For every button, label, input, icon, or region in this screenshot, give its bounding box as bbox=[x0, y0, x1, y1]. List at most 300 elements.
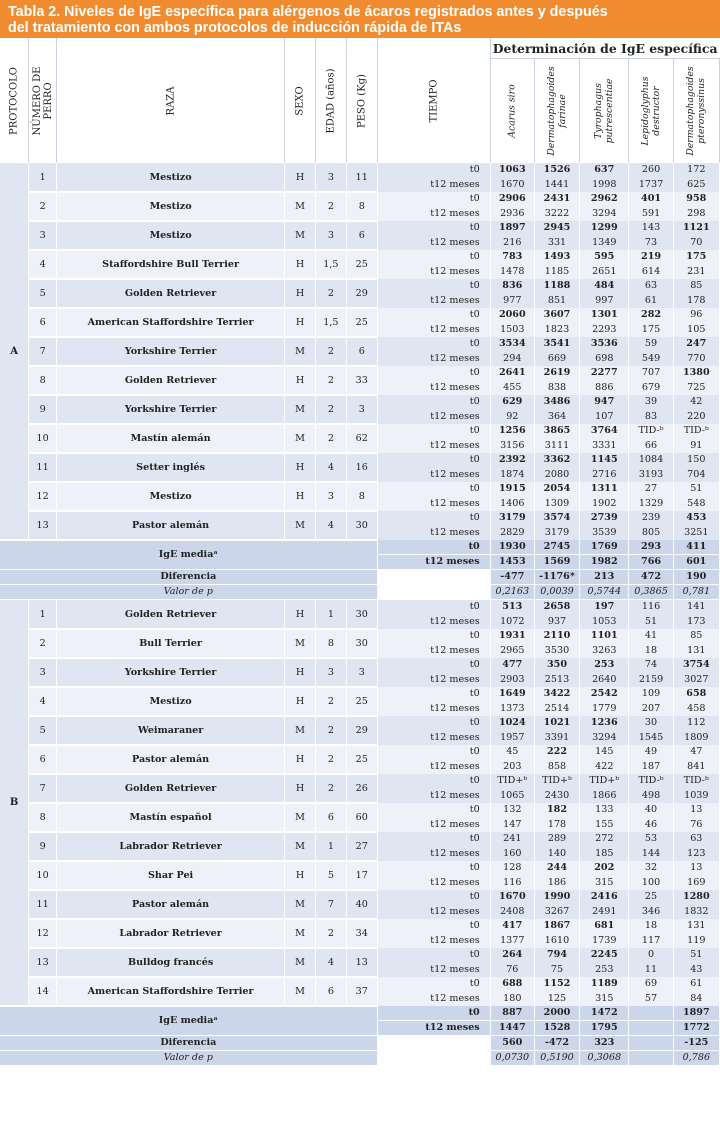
value-t12: 3263 bbox=[580, 643, 629, 658]
value-t0: 477 bbox=[490, 658, 534, 672]
dog-breed: Labrador Retriever bbox=[57, 832, 285, 861]
value-t12: 1406 bbox=[490, 496, 534, 511]
value-t0: 2416 bbox=[580, 890, 629, 904]
value-t12: 458 bbox=[673, 701, 719, 716]
dog-number: 8 bbox=[29, 366, 57, 395]
dog-breed: Mestizo bbox=[57, 221, 285, 250]
dog-number: 13 bbox=[29, 511, 57, 540]
dog-number: 9 bbox=[29, 832, 57, 861]
value-t12: 364 bbox=[534, 409, 579, 424]
table-row bbox=[0, 948, 720, 962]
dog-weight: 13 bbox=[346, 948, 377, 977]
value-t0: 63 bbox=[673, 832, 719, 846]
table-row bbox=[0, 366, 720, 380]
time-label-t0: t0 bbox=[377, 629, 490, 643]
table-row bbox=[0, 511, 720, 525]
title-line-2: del tratamiento con ambos protocolos de inducción rápida de ITAs bbox=[8, 20, 462, 36]
dog-weight: 27 bbox=[346, 832, 377, 861]
dog-weight: 30 bbox=[346, 511, 377, 540]
value-t12: 1053 bbox=[580, 614, 629, 629]
value-t0: 681 bbox=[580, 919, 629, 933]
dog-age: 6 bbox=[316, 977, 347, 1006]
value-t12: 858 bbox=[534, 759, 579, 774]
diferencia-value: -472 bbox=[534, 1036, 579, 1051]
dog-sex: M bbox=[285, 716, 316, 745]
value-t12: 125 bbox=[534, 991, 579, 1006]
value-t0: 417 bbox=[490, 919, 534, 933]
header-sexo bbox=[285, 38, 316, 163]
value-t12: 3267 bbox=[534, 904, 579, 919]
table-row bbox=[0, 687, 720, 701]
dog-sex: H bbox=[285, 453, 316, 482]
value-t0: 2906 bbox=[490, 192, 534, 206]
value-t0: 63 bbox=[629, 279, 673, 293]
dog-breed: Yorkshire Terrier bbox=[57, 658, 285, 687]
value-t0: 219 bbox=[629, 250, 673, 264]
value-t0: 1915 bbox=[490, 482, 534, 496]
value-t12: 231 bbox=[673, 264, 719, 279]
value-t0: 1152 bbox=[534, 977, 579, 991]
value-t12: 147 bbox=[490, 817, 534, 832]
table-row bbox=[0, 803, 720, 817]
value-t0: 3486 bbox=[534, 395, 579, 409]
value-t0: 32 bbox=[629, 861, 673, 875]
dog-age: 2 bbox=[316, 337, 347, 366]
value-t12: 2651 bbox=[580, 264, 629, 279]
header-protocolo-text bbox=[9, 66, 20, 134]
dog-sex: H bbox=[285, 279, 316, 308]
value-t0: 350 bbox=[534, 658, 579, 672]
value-t0: 53 bbox=[629, 832, 673, 846]
dog-age: 2 bbox=[316, 395, 347, 424]
value-t12: 187 bbox=[629, 759, 673, 774]
value-t0: 61 bbox=[673, 977, 719, 991]
dog-breed: Mastín español bbox=[57, 803, 285, 832]
table-row bbox=[0, 424, 720, 438]
value-t12: 207 bbox=[629, 701, 673, 716]
time-label-t12: t12 meses bbox=[377, 380, 490, 395]
value-t12: 160 bbox=[490, 846, 534, 861]
value-t0: 2542 bbox=[580, 687, 629, 701]
value-t12: 625 bbox=[673, 177, 719, 192]
dog-weight: 17 bbox=[346, 861, 377, 890]
value-t12: 455 bbox=[490, 380, 534, 395]
value-t12: 3331 bbox=[580, 438, 629, 453]
header-tiempo-text bbox=[428, 79, 439, 122]
value-t0: 172 bbox=[673, 163, 719, 177]
header-numero-text bbox=[32, 66, 54, 135]
dog-weight: 40 bbox=[346, 890, 377, 919]
header-allergen-3-line: Tyrophagus bbox=[593, 83, 605, 139]
dog-breed: Staffordshire Bull Terrier bbox=[57, 250, 285, 279]
table-row bbox=[0, 395, 720, 409]
time-label-t0: t0 bbox=[377, 687, 490, 701]
value-t12: 73 bbox=[629, 235, 673, 250]
value-t0: 1101 bbox=[580, 629, 629, 643]
value-t0: 96 bbox=[673, 308, 719, 322]
time-label-t0: t0 bbox=[377, 511, 490, 525]
dog-weight: 26 bbox=[346, 774, 377, 803]
dog-breed: Setter inglés bbox=[57, 453, 285, 482]
media-time-t12: t12 meses bbox=[377, 555, 490, 570]
value-t12: 185 bbox=[580, 846, 629, 861]
media-value-t12: 1795 bbox=[580, 1021, 629, 1036]
value-t0: 1256 bbox=[490, 424, 534, 438]
value-t12: 1065 bbox=[490, 788, 534, 803]
valorp-value: 0,0730 bbox=[490, 1051, 534, 1066]
value-t12: 2716 bbox=[580, 467, 629, 482]
value-t0: 175 bbox=[673, 250, 719, 264]
media-value-t12 bbox=[629, 1021, 673, 1036]
time-label-t0: t0 bbox=[377, 453, 490, 467]
diferencia-value bbox=[629, 1036, 673, 1051]
value-t12: 2903 bbox=[490, 672, 534, 687]
dog-breed: Bulldog francés bbox=[57, 948, 285, 977]
diferencia-value: 560 bbox=[490, 1036, 534, 1051]
value-t12: 1373 bbox=[490, 701, 534, 716]
dog-number: 2 bbox=[29, 192, 57, 221]
value-t12: 805 bbox=[629, 525, 673, 540]
value-t12: 76 bbox=[490, 962, 534, 977]
value-t12: 2640 bbox=[580, 672, 629, 687]
header-tiempo-wrap bbox=[378, 49, 490, 153]
value-t0: 3754 bbox=[673, 658, 719, 672]
value-t0: 1380 bbox=[673, 366, 719, 380]
value-t12: 178 bbox=[673, 293, 719, 308]
table-row bbox=[0, 337, 720, 351]
value-t12: 498 bbox=[629, 788, 673, 803]
value-t12: 186 bbox=[534, 875, 579, 890]
value-t12: 123 bbox=[673, 846, 719, 861]
value-t12: 770 bbox=[673, 351, 719, 366]
value-t12: 1779 bbox=[580, 701, 629, 716]
time-label-t0: t0 bbox=[377, 163, 490, 177]
table-row bbox=[0, 629, 720, 643]
value-t0: 595 bbox=[580, 250, 629, 264]
table-row bbox=[0, 163, 720, 177]
value-t0: 1897 bbox=[490, 221, 534, 235]
value-t0: 688 bbox=[490, 977, 534, 991]
header-protocolo-wrap bbox=[0, 49, 28, 153]
value-t12: 704 bbox=[673, 467, 719, 482]
valorp-value: 0,3068 bbox=[580, 1051, 629, 1066]
value-t0: 116 bbox=[629, 600, 673, 615]
value-t0: 2110 bbox=[534, 629, 579, 643]
diferencia-value: -125 bbox=[673, 1036, 719, 1051]
dog-weight: 30 bbox=[346, 600, 377, 630]
dog-sex: M bbox=[285, 832, 316, 861]
value-t12: 346 bbox=[629, 904, 673, 919]
media-label: IgE mediaᵃ bbox=[0, 540, 377, 570]
value-t12: 977 bbox=[490, 293, 534, 308]
value-t0: 244 bbox=[534, 861, 579, 875]
value-t12: 175 bbox=[629, 322, 673, 337]
dog-age: 2 bbox=[316, 366, 347, 395]
value-t0: 794 bbox=[534, 948, 579, 962]
value-t12: 3111 bbox=[534, 438, 579, 453]
value-t12: 253 bbox=[580, 962, 629, 977]
value-t12: 838 bbox=[534, 380, 579, 395]
table-row bbox=[0, 600, 720, 615]
valorp-label: Valor de p bbox=[0, 585, 377, 600]
diferencia-value: -1176* bbox=[534, 570, 579, 585]
value-t12: 46 bbox=[629, 817, 673, 832]
dog-weight: 29 bbox=[346, 279, 377, 308]
valorp-value bbox=[629, 1051, 673, 1066]
value-t12: 886 bbox=[580, 380, 629, 395]
summary-row-valorp bbox=[0, 1051, 720, 1066]
protocol-label: A bbox=[0, 163, 29, 540]
header-allergen-3-wrap bbox=[580, 59, 628, 163]
dog-sex: H bbox=[285, 366, 316, 395]
value-t12: 725 bbox=[673, 380, 719, 395]
value-t12: 315 bbox=[580, 991, 629, 1006]
time-label-t0: t0 bbox=[377, 221, 490, 235]
value-t0: 2245 bbox=[580, 948, 629, 962]
value-t0: 629 bbox=[490, 395, 534, 409]
dog-weight: 16 bbox=[346, 453, 377, 482]
value-t12: 298 bbox=[673, 206, 719, 221]
time-label-t12: t12 meses bbox=[377, 496, 490, 511]
header-row bbox=[0, 38, 720, 59]
header-allergen-2-text bbox=[546, 66, 568, 155]
value-t0: TID-ᵇ bbox=[673, 774, 719, 788]
dog-sex: M bbox=[285, 192, 316, 221]
dog-sex: H bbox=[285, 745, 316, 774]
value-t0: 150 bbox=[673, 453, 719, 467]
dog-number: 4 bbox=[29, 687, 57, 716]
value-t12: 2491 bbox=[580, 904, 629, 919]
table-row bbox=[0, 919, 720, 933]
value-t0: 85 bbox=[673, 279, 719, 293]
table-row bbox=[0, 832, 720, 846]
dog-number: 7 bbox=[29, 337, 57, 366]
value-t12: 3530 bbox=[534, 643, 579, 658]
header-raza-text bbox=[165, 86, 176, 115]
media-value-t0: 1897 bbox=[673, 1006, 719, 1021]
dog-age: 1,5 bbox=[316, 250, 347, 279]
value-t0: 3362 bbox=[534, 453, 579, 467]
value-t12: 3156 bbox=[490, 438, 534, 453]
time-label-t12: t12 meses bbox=[377, 933, 490, 948]
value-t0: 958 bbox=[673, 192, 719, 206]
valorp-value: 0,5190 bbox=[534, 1051, 579, 1066]
table-row bbox=[0, 453, 720, 467]
value-t12: 1309 bbox=[534, 496, 579, 511]
value-t0: 2962 bbox=[580, 192, 629, 206]
dog-breed: Pastor alemán bbox=[57, 511, 285, 540]
value-t0: 2060 bbox=[490, 308, 534, 322]
value-t0: 1236 bbox=[580, 716, 629, 730]
header-allergen-4 bbox=[629, 59, 673, 164]
dog-sex: M bbox=[285, 424, 316, 453]
time-label-t0: t0 bbox=[377, 803, 490, 817]
time-label-t0: t0 bbox=[377, 716, 490, 730]
time-label-t12: t12 meses bbox=[377, 235, 490, 250]
value-t12: 84 bbox=[673, 991, 719, 1006]
dog-weight: 33 bbox=[346, 366, 377, 395]
value-t0: 260 bbox=[629, 163, 673, 177]
value-t12: 1832 bbox=[673, 904, 719, 919]
time-label-t0: t0 bbox=[377, 977, 490, 991]
dog-age: 1 bbox=[316, 832, 347, 861]
value-t0: 2619 bbox=[534, 366, 579, 380]
time-label-t0: t0 bbox=[377, 424, 490, 438]
time-label-t12: t12 meses bbox=[377, 525, 490, 540]
time-label-t0: t0 bbox=[377, 658, 490, 672]
value-t0: 0 bbox=[629, 948, 673, 962]
dog-age: 2 bbox=[316, 745, 347, 774]
dog-number: 5 bbox=[29, 716, 57, 745]
dog-number: 11 bbox=[29, 890, 57, 919]
value-t12: 1072 bbox=[490, 614, 534, 629]
value-t12: 173 bbox=[673, 614, 719, 629]
dog-age: 8 bbox=[316, 629, 347, 658]
dog-breed: Golden Retriever bbox=[57, 366, 285, 395]
value-t0: 141 bbox=[673, 600, 719, 615]
value-t12: 3294 bbox=[580, 730, 629, 745]
ige-table bbox=[0, 38, 720, 1066]
value-t0: 1024 bbox=[490, 716, 534, 730]
value-t0: 1990 bbox=[534, 890, 579, 904]
header-allergen-1-wrap bbox=[491, 59, 534, 163]
header-allergen-5 bbox=[673, 59, 719, 164]
value-t12: 1670 bbox=[490, 177, 534, 192]
value-t0: 272 bbox=[580, 832, 629, 846]
media-value-t0: 1769 bbox=[580, 540, 629, 555]
value-t12: 100 bbox=[629, 875, 673, 890]
dog-breed: Golden Retriever bbox=[57, 600, 285, 630]
value-t0: TID+ᵇ bbox=[580, 774, 629, 788]
value-t12: 144 bbox=[629, 846, 673, 861]
dog-breed: Mastín alemán bbox=[57, 424, 285, 453]
dog-weight: 3 bbox=[346, 658, 377, 687]
value-t12: 116 bbox=[490, 875, 534, 890]
dog-sex: M bbox=[285, 629, 316, 658]
dog-weight: 3 bbox=[346, 395, 377, 424]
value-t12: 2430 bbox=[534, 788, 579, 803]
value-t0: 3536 bbox=[580, 337, 629, 351]
value-t0: 401 bbox=[629, 192, 673, 206]
value-t0: 3764 bbox=[580, 424, 629, 438]
value-t12: 1545 bbox=[629, 730, 673, 745]
summary-row-valorp bbox=[0, 585, 720, 600]
media-value-t12: 1447 bbox=[490, 1021, 534, 1036]
dog-breed: Pastor alemán bbox=[57, 890, 285, 919]
dog-breed: Yorkshire Terrier bbox=[57, 337, 285, 366]
dog-sex: M bbox=[285, 337, 316, 366]
value-t12: 1185 bbox=[534, 264, 579, 279]
time-label-t0: t0 bbox=[377, 279, 490, 293]
value-t12: 2080 bbox=[534, 467, 579, 482]
value-t12: 1329 bbox=[629, 496, 673, 511]
value-t12: 75 bbox=[534, 962, 579, 977]
time-label-t12: t12 meses bbox=[377, 351, 490, 366]
value-t0: 3541 bbox=[534, 337, 579, 351]
valorp-value: 0,781 bbox=[673, 585, 719, 600]
dog-age: 5 bbox=[316, 861, 347, 890]
value-t0: 133 bbox=[580, 803, 629, 817]
dog-sex: H bbox=[285, 482, 316, 511]
value-t12: 107 bbox=[580, 409, 629, 424]
time-label-t0: t0 bbox=[377, 395, 490, 409]
header-allergen-5-wrap bbox=[674, 59, 719, 163]
value-t0: 1493 bbox=[534, 250, 579, 264]
time-label-t12: t12 meses bbox=[377, 614, 490, 629]
dog-weight: 30 bbox=[346, 629, 377, 658]
diferencia-label: Diferencia bbox=[0, 570, 377, 585]
value-t12: 997 bbox=[580, 293, 629, 308]
dog-weight: 60 bbox=[346, 803, 377, 832]
diferencia-spacer bbox=[377, 570, 490, 600]
value-t0: 241 bbox=[490, 832, 534, 846]
valorp-value: 0,3865 bbox=[629, 585, 673, 600]
value-t0: 1021 bbox=[534, 716, 579, 730]
dog-breed: Mestizo bbox=[57, 163, 285, 192]
time-label-t0: t0 bbox=[377, 948, 490, 962]
media-value-t12: 766 bbox=[629, 555, 673, 570]
header-allergen-5-line: Dermatophagoides bbox=[685, 66, 697, 156]
value-t12: 1998 bbox=[580, 177, 629, 192]
dog-number: 13 bbox=[29, 948, 57, 977]
value-t0: 2658 bbox=[534, 600, 579, 615]
dog-sex: H bbox=[285, 861, 316, 890]
time-label-t12: t12 meses bbox=[377, 701, 490, 716]
value-t0: 59 bbox=[629, 337, 673, 351]
dog-number: 10 bbox=[29, 424, 57, 453]
media-time-t0: t0 bbox=[377, 540, 490, 555]
dog-age: 2 bbox=[316, 279, 347, 308]
header-edad-line: EDAD (años) bbox=[325, 67, 337, 134]
dog-sex: H bbox=[285, 658, 316, 687]
value-t12: 1739 bbox=[580, 933, 629, 948]
time-label-t12: t12 meses bbox=[377, 322, 490, 337]
value-t12: 140 bbox=[534, 846, 579, 861]
dog-sex: H bbox=[285, 774, 316, 803]
time-label-t0: t0 bbox=[377, 832, 490, 846]
value-t0: 3574 bbox=[534, 511, 579, 525]
header-protocolo-line: PROTOCOLO bbox=[8, 66, 20, 135]
value-t0: 39 bbox=[629, 395, 673, 409]
table-row bbox=[0, 482, 720, 496]
value-t12: 2293 bbox=[580, 322, 629, 337]
value-t12: 1809 bbox=[673, 730, 719, 745]
dog-age: 1 bbox=[316, 600, 347, 630]
diferencia-value: 323 bbox=[580, 1036, 629, 1051]
value-t12: 18 bbox=[629, 643, 673, 658]
dog-breed: Labrador Retriever bbox=[57, 919, 285, 948]
media-value-t0: 1930 bbox=[490, 540, 534, 555]
value-t12: 1610 bbox=[534, 933, 579, 948]
value-t12: 2514 bbox=[534, 701, 579, 716]
time-label-t0: t0 bbox=[377, 308, 490, 322]
dog-sex: M bbox=[285, 919, 316, 948]
dog-breed: Shar Pei bbox=[57, 861, 285, 890]
table-row bbox=[0, 250, 720, 264]
header-determinacion: Determinación de IgE específica bbox=[490, 38, 719, 59]
value-t12: 117 bbox=[629, 933, 673, 948]
value-t12: 83 bbox=[629, 409, 673, 424]
value-t0: 1299 bbox=[580, 221, 629, 235]
summary-row-media bbox=[0, 540, 720, 555]
value-t0: 40 bbox=[629, 803, 673, 817]
media-value-t0: 1472 bbox=[580, 1006, 629, 1021]
time-label-t0: t0 bbox=[377, 861, 490, 875]
dog-breed: American Staffordshire Terrier bbox=[57, 977, 285, 1006]
dog-sex: H bbox=[285, 600, 316, 630]
value-t12: 2965 bbox=[490, 643, 534, 658]
value-t12: 2936 bbox=[490, 206, 534, 221]
